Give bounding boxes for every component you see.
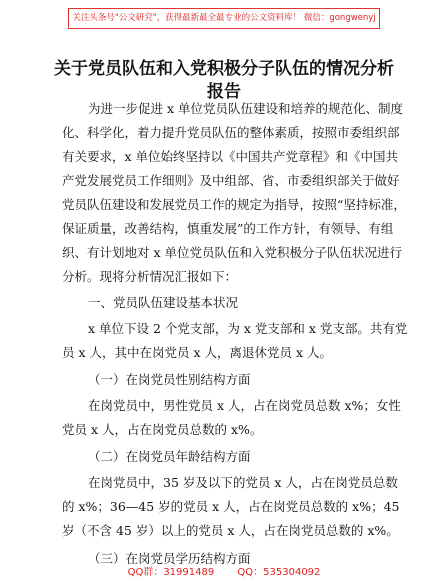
body-line: 有关要求，x 单位始终坚持以《中国共产党章程》和《中国共 (62, 149, 399, 164)
document-title-line2: 报告 (207, 82, 241, 102)
body-line: 织、有计划地对 x 单位党员队伍和入党积极分子队伍状况进行 (62, 245, 402, 260)
document-title-line1: 关于党员队伍和入党积极分子队伍的情况分析 (54, 59, 394, 79)
section-heading: 一、党员队伍建设基本状况 (88, 295, 239, 310)
body-line: 党员队伍建设和发展党员工作的规定为指导，按照“坚持标准， (62, 197, 406, 212)
body-line: 产党发展党员工作细则》及中组部、省、市委组织部关于做好 (62, 173, 400, 188)
footer (0, 563, 448, 578)
body-line: 岁（不含 45 岁）以上的党员 x 人，占在岗党员总数的 x%。 (62, 523, 399, 538)
body-line: 党员 x 人，占在岗党员总数的 x%。 (62, 422, 263, 437)
subsection-heading: （二）在岗党员年龄结构方面 (88, 449, 251, 464)
body-line: 在岗党员中，男性党员 x 人，占在岗党员总数 x%；女性 (88, 398, 401, 413)
body-line: x 单位下设 2 个党支部，为 x 党支部和 x 党支部。共有党 (88, 321, 408, 336)
header-banner: 关注头条号"公文研究"，获得最新最全最专业的公文资料库！ 微信：gongwenyj (68, 8, 380, 29)
subsection-heading: （一）在岗党员性别结构方面 (88, 372, 251, 387)
footer-qq-group: QQ群：31991489 (127, 567, 215, 578)
footer-qq: QQ：535304092 (237, 567, 321, 578)
subsection-heading: （三）在岗党员学历结构方面 (88, 551, 251, 566)
body-line: 分析。现将分析情况汇报如下： (62, 269, 238, 284)
body-line: 的 x%；36—45 岁的党员 x 人，占在岗党员总数的 x%；45 (62, 499, 400, 514)
body-line: 员 x 人，其中在岗党员 x 人，离退休党员 x 人。 (62, 345, 332, 360)
body-line: 化、科学化，着力提升党员队伍的整体素质，按照市委组织部 (62, 125, 400, 140)
body-line: 保证质量，改善结构，慎重发展”的工作方针，有领导、有组 (62, 221, 394, 236)
body-line: 在岗党员中，35 岁及以下的党员 x 人，占在岗党员总数 (88, 475, 398, 490)
body-line: 为进一步促进 x 单位党员队伍建设和培养的规范化、制度 (88, 101, 403, 116)
